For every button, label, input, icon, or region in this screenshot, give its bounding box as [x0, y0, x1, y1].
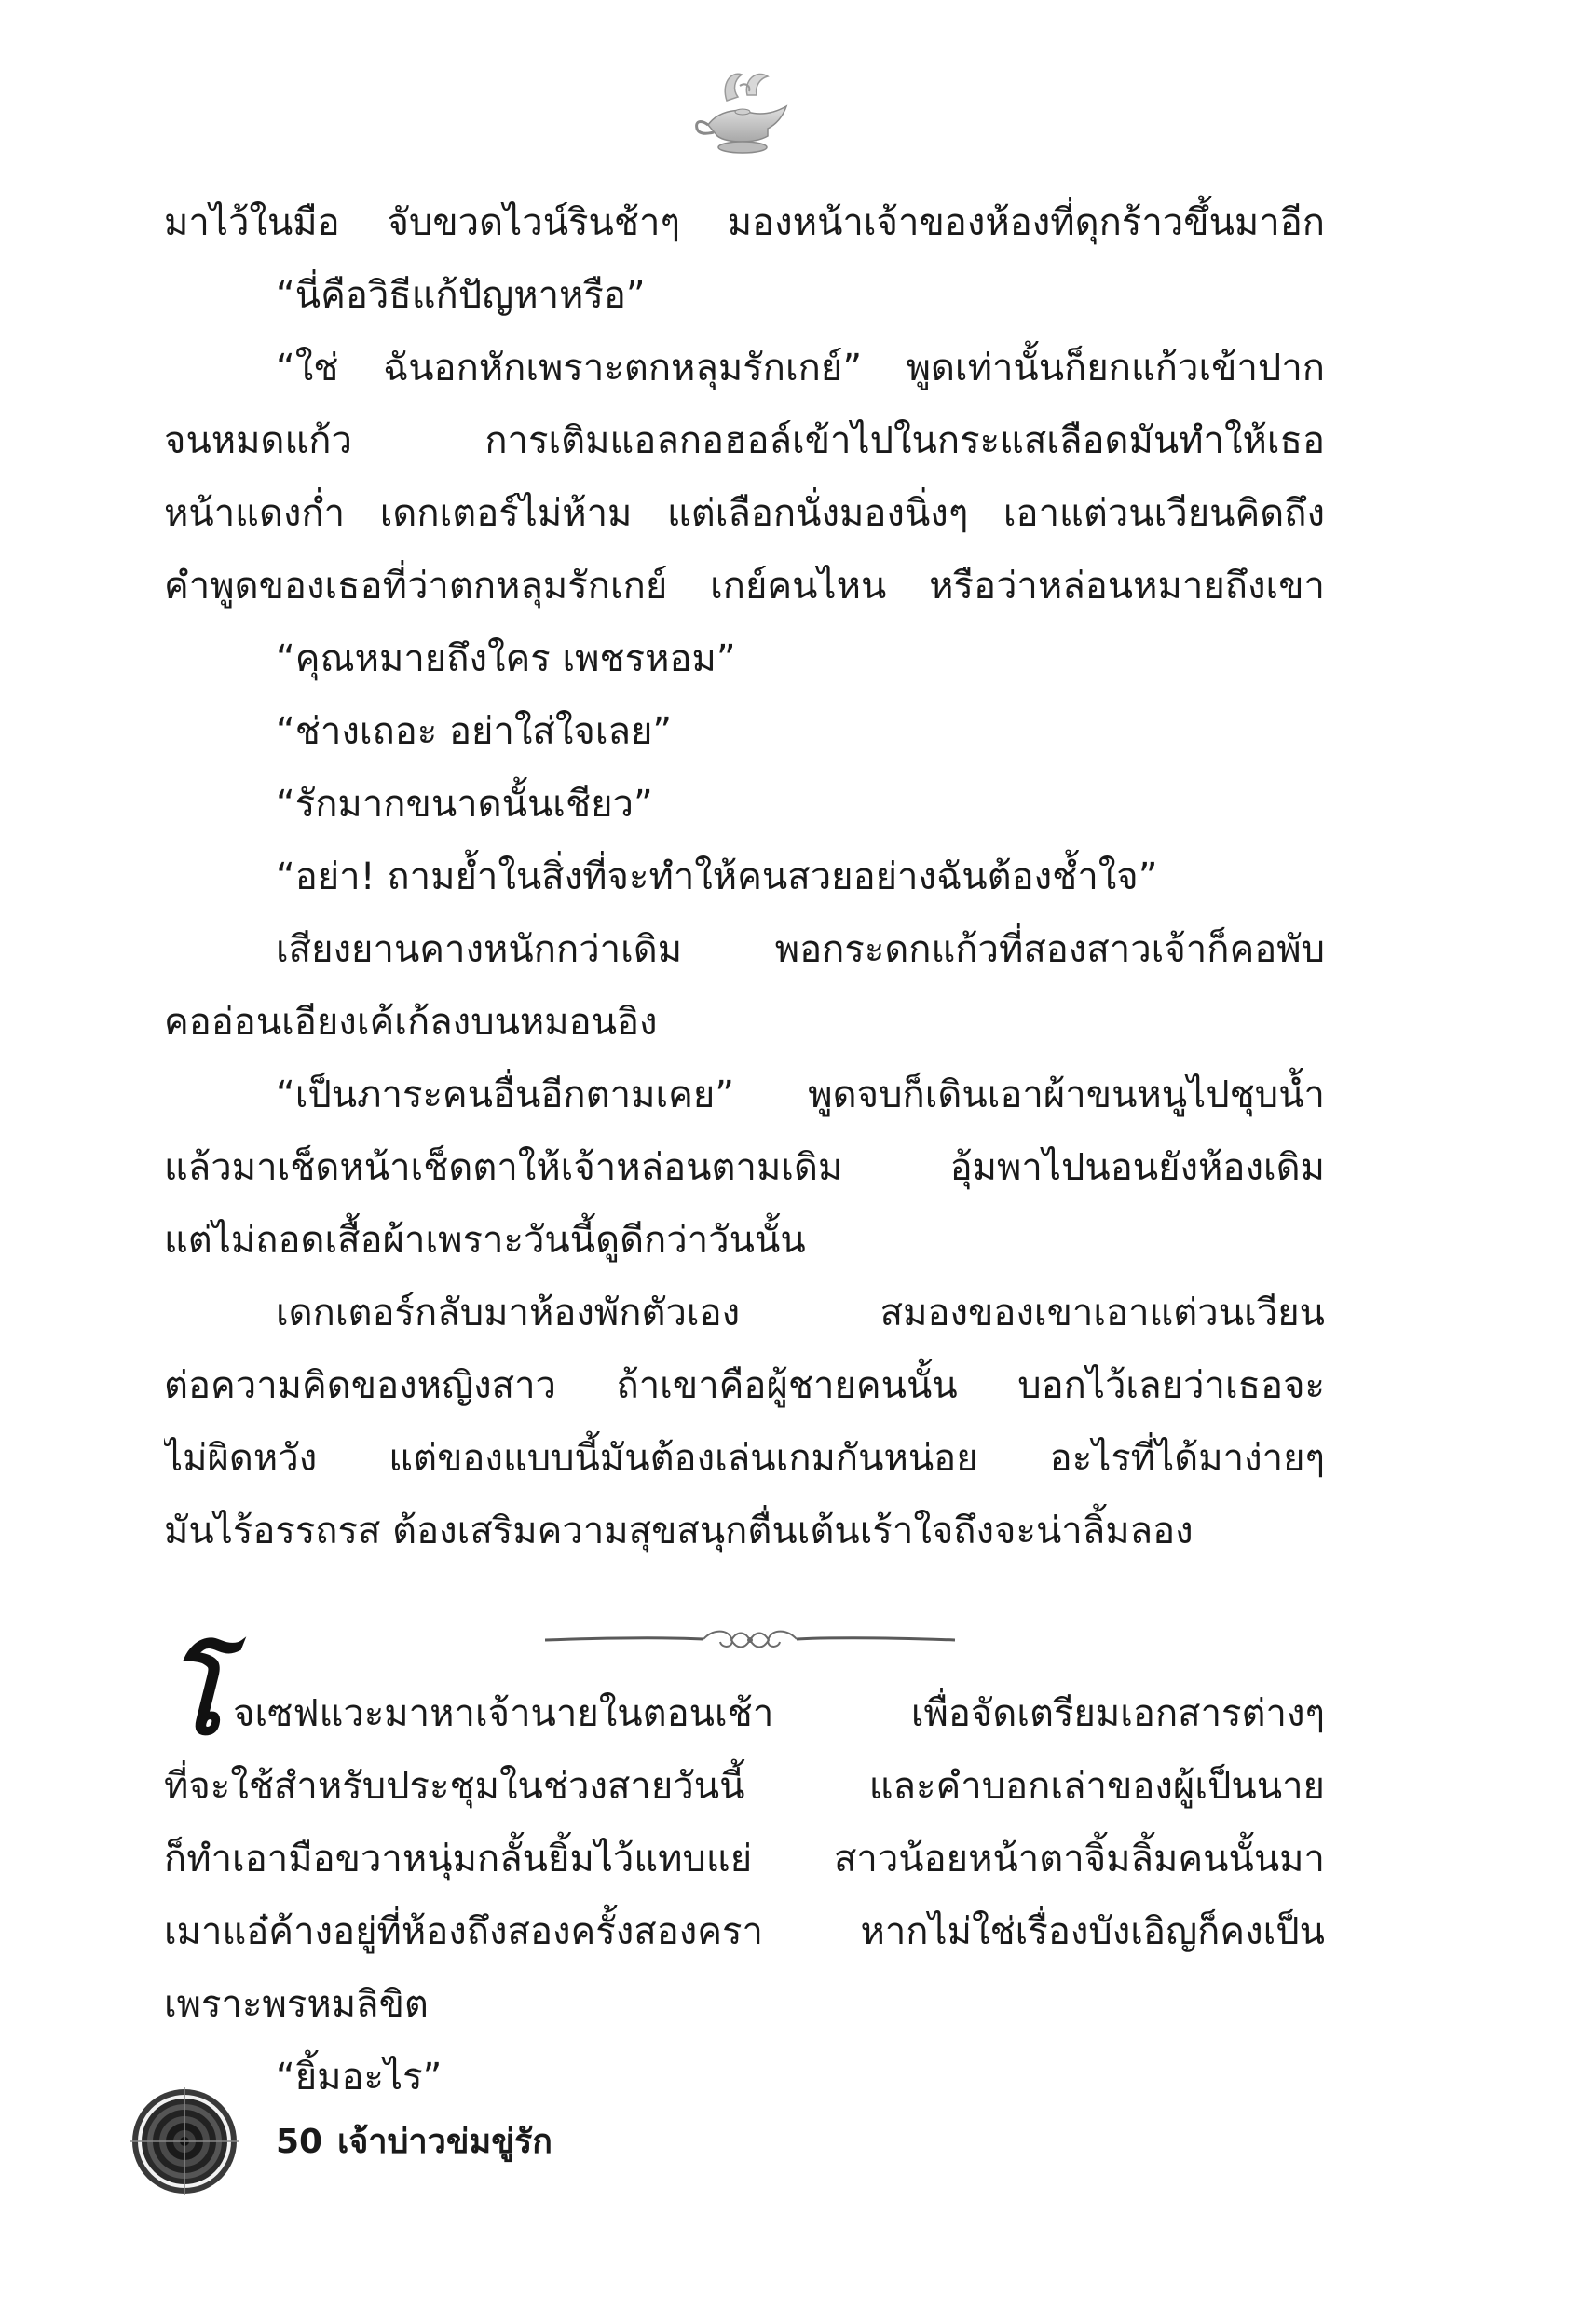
target-icon: [130, 2087, 239, 2195]
text-line: เพราะพรหมลิขิต: [164, 1983, 429, 2026]
book-title: เจ้าบ่าวข่มขู่รัก: [337, 2123, 552, 2161]
text-line: มาไว้ในมือ จับขวดไวน์รินช้าๆ มองหน้าเจ้าของห้องที่ดุกร้าวขึ้นมาอีก: [164, 201, 1325, 244]
text-line: หน้าแดงก่ำ เดกเตอร์ไม่ห้าม แต่เลือกนั่งมองนิ่งๆ เอาแต่วนเวียนคิดถึง: [164, 492, 1325, 535]
text-line: “ใช่ ฉันอกหักเพราะตกหลุมรักเกย์” พูดเท่านั้นก็ยกแก้วเข้าปาก: [276, 347, 1325, 390]
text-line: เสียงยานคางหนักกว่าเดิม พอกระดกแก้วที่สองสาวเจ้าก็คอพับ: [276, 928, 1325, 971]
text-line: คออ่อนเอียงเค้เก้ลงบนหมอนอิง: [164, 1001, 658, 1044]
text-line: มันไร้อรรถรส ต้องเสริมความสุขสนุกตื่นเต้นเร้าใจถึงจะน่าลิ้มลอง: [164, 1510, 1194, 1552]
text-line: “อย่า! ถามย้ำในสิ่งที่จะทำให้คนสวยอย่างฉันต้องช้ำใจ”: [276, 855, 1158, 898]
body-text: [164, 186, 1325, 1567]
body-text-section-2: [164, 1636, 1325, 2113]
text-line: ไม่ผิดหวัง แต่ของแบบนี้มันต้องเล่นเกมกันหน่อย อะไรที่ได้มาง่ายๆ: [164, 1437, 1325, 1480]
page-footer: [130, 2087, 689, 2199]
text-line: คำพูดของเธอที่ว่าตกหลุมรักเกย์ เกย์คนไหน หรือว่าหล่อนหมายถึงเขา: [164, 565, 1325, 608]
drop-cap: โ: [166, 1636, 223, 1758]
text-line: จนหมดแก้ว การเติมแอลกอฮอล์เข้าไปในกระแสเลือดมันทำให้เธอ: [164, 419, 1325, 462]
text-line: ต่อความคิดของหญิงสาว ถ้าเขาคือผู้ชายคนนั้น บอกไว้เลยว่าเธอจะ: [164, 1364, 1325, 1407]
text-line: ก็ทำเอามือขวาหนุ่มกลั้นยิ้มไว้แทบแย่ สาวน้อยหน้าตาจิ้มลิ้มคนนั้นมา: [164, 1838, 1325, 1880]
text-line: “ยิ้มอะไร”: [276, 2056, 443, 2099]
ornament-divider-icon: [545, 1612, 955, 1668]
text-line: แต่ไม่ถอดเสื้อผ้าเพราะวันนี้ดูดีกว่าวันนั้น: [164, 1219, 806, 1262]
text-line: “คุณหมายถึงใคร เพชรหอม”: [276, 637, 736, 680]
text-line: “รักมากขนาดนั้นเชียว”: [276, 783, 653, 826]
genie-lamp-icon: [689, 63, 801, 166]
text-line: เดกเตอร์กลับมาห้องพักตัวเอง สมองของเขาเอาแต่วนเวียน: [276, 1292, 1325, 1334]
text-line: แล้วมาเช็ดหน้าเช็ดตาให้เจ้าหล่อนตามเดิม อุ้มพาไปนอนยังห้องเดิม: [164, 1146, 1325, 1189]
text-line: “นี่คือวิธีแก้ปัญหาหรือ”: [276, 274, 646, 317]
text-line: ที่จะใช้สำหรับประชุมในช่วงสายวันนี้ และคำบอกเล่าของผู้เป็นนาย: [164, 1765, 1325, 1808]
text-line: จเซฟแวะมาหาเจ้านายในตอนเช้า เพื่อจัดเตรียมเอกสารต่างๆ: [233, 1692, 1325, 1735]
text-line-dropcap: [164, 1636, 1325, 1758]
page-number: 50: [276, 2123, 323, 2161]
text-line: เมาแอ๋ค้างอยู่ที่ห้องถึงสองครั้งสองครา หากไม่ใช่เรื่องบังเอิญก็คงเป็น: [164, 1910, 1325, 1953]
text-line: “เป็นภาระคนอื่นอีกตามเคย” พูดจบก็เดินเอาผ้าขนหนูไปชุบน้ำ: [276, 1073, 1325, 1116]
text-line: “ช่างเถอะ อย่าใส่ใจเลย”: [276, 710, 673, 753]
